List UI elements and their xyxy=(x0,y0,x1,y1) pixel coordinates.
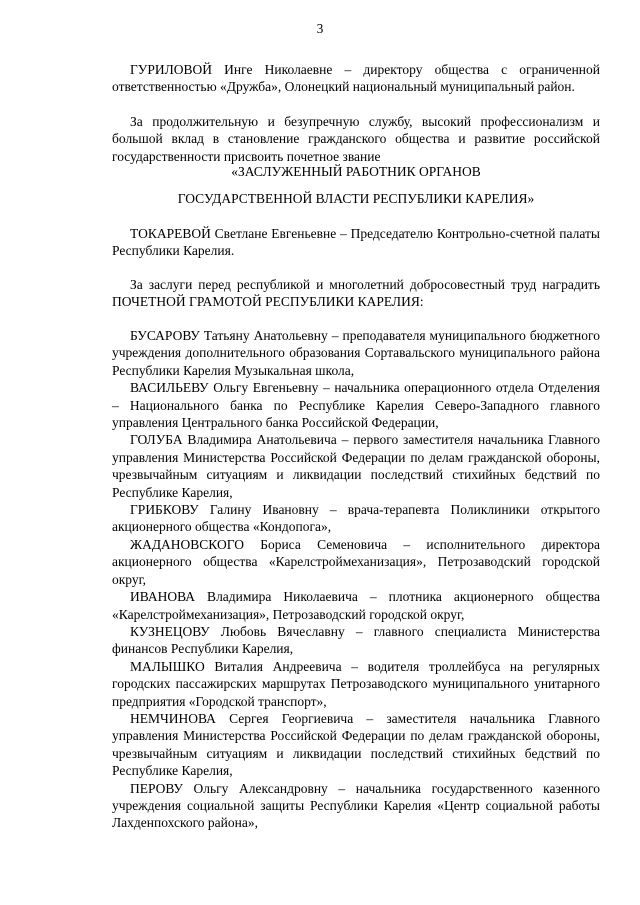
list-item: ГОЛУБА Владимира Анатольевича – первого заместителя начальника Главного управления Министерства Российской Федерации по делам гражданской обороны, чрезвычайным ситуациям и ликвидации последствий стихийных бедствий по Республике Карелия, xyxy=(112,432,600,500)
list-item: МАЛЫШКО Виталия Андреевича – водителя троллейбуса на регулярных городских пассажирских маршрутах Петрозаводского муниципального унитарного предприятия «Городской транспорт», xyxy=(112,658,600,709)
award-entry: ГУРИЛОВОЙ Инге Николаевне – директору общества с ограниченной ответственностью «Дружба», Олонецкий национальный муниципальный район. xyxy=(112,62,600,95)
award-list xyxy=(112,327,600,832)
award-entry: ТОКАРЕВОЙ Светлане Евгеньевне – Председателю Контрольно-счетной палаты Республики Карелия. xyxy=(112,226,600,259)
decree-text: За заслуги перед республикой и многолетний добросовестный труд наградить ПОЧЕТНОЙ ГРАМОТОЙ РЕСПУБЛИКИ КАРЕЛИЯ: xyxy=(112,277,600,310)
list-item: ИВАНОВА Владимира Николаевича – плотника акционерного общества «Карелстроймеханизация», Петрозаводский городской округ, xyxy=(112,589,600,622)
decree-text: За продолжительную и безупречную службу, высокий профессионализм и большой вклад в становление гражданского общества и развитие российской государственности присвоить почетное звание xyxy=(112,114,600,164)
paragraph-tokareva xyxy=(112,225,600,260)
honorary-title: ГОСУДАРСТВЕННОЙ ВЛАСТИ РЕСПУБЛИКИ КАРЕЛИЯ» xyxy=(177,191,535,206)
honorary-title-line1 xyxy=(112,163,600,180)
paragraph-title-decree xyxy=(112,113,600,165)
list-item: БУСАРОВУ Татьяну Анатольевну – преподавателя муниципального бюджетного учреждения дополнительного образования Сортавальского муниципального района Республики Карелия Музыкальная школа, xyxy=(112,328,600,378)
paragraph-gurilova xyxy=(112,61,600,96)
list-item: ГРИБКОВУ Галину Ивановну – врача-терапевта Поликлиники открытого акционерного общества «Кондопога», xyxy=(112,502,600,535)
list-item: НЕМЧИНОВА Сергея Георгиевича – заместителя начальника Главного управления Министерства Российской Федерации по делам гражданской обороны, чрезвычайным ситуациям и ликвидации последствий стихийных бедствий по Республике Карелия, xyxy=(112,710,600,779)
list-item: ЖАДАНОВСКОГО Бориса Семеновича – исполнительного директора акционерного общества «Карелстроймеханизация», Петрозаводский городской округ, xyxy=(112,536,600,587)
list-item: ПЕРОВУ Ольгу Александровну – начальника государственного казенного учреждения социальной защиты Республики Карелия «Центр социальной работы Лахденпохского района», xyxy=(112,780,600,831)
paragraph-gramota-decree xyxy=(112,276,600,311)
page-number: 3 xyxy=(316,21,324,36)
list-item: КУЗНЕЦОВУ Любовь Вячеславну – главного специалиста Министерства финансов Республики Карелия, xyxy=(112,623,600,657)
list-item: ВАСИЛЬЕВУ Ольгу Евгеньевну – начальника операционного отдела Отделения – Национального банка по Республике Карелия Северо-Западного главного управления Центрального банка Российской Федерации, xyxy=(112,380,600,431)
honorary-title-line2 xyxy=(112,190,600,207)
honorary-title: «ЗАСЛУЖЕННЫЙ РАБОТНИК ОРГАНОВ xyxy=(231,164,481,179)
